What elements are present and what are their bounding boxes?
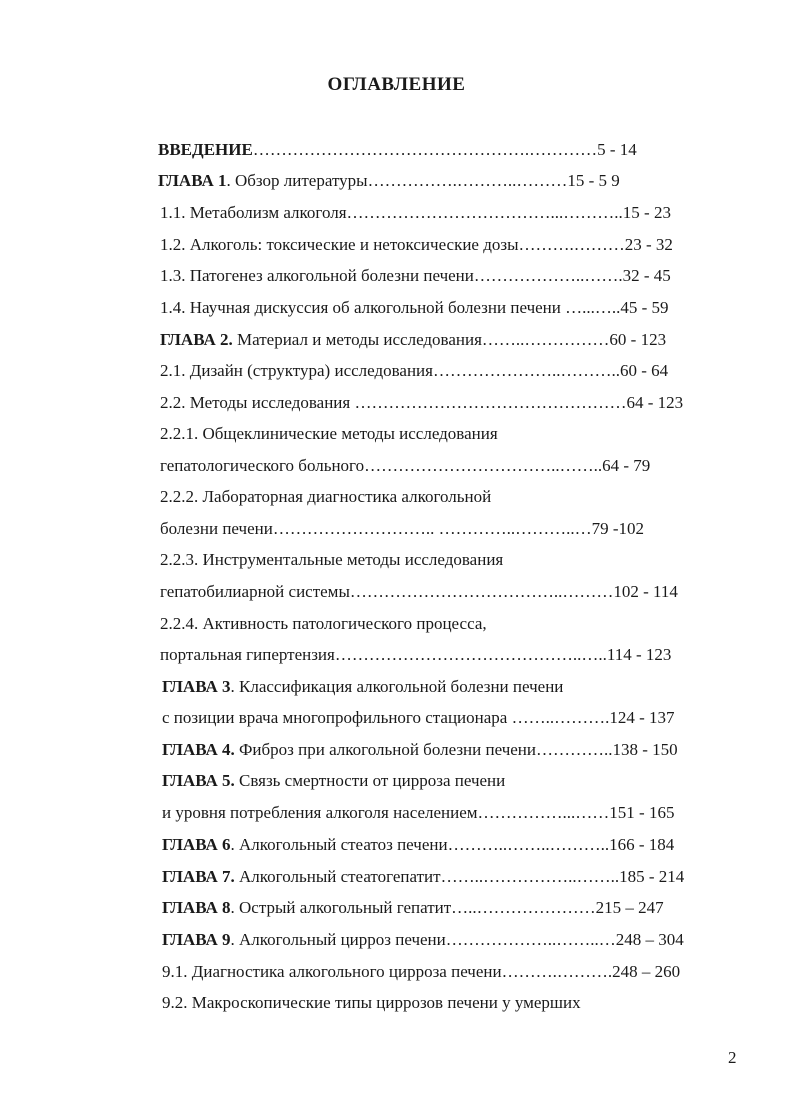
toc-entry: 9.1. Диагностика алкогольного цирроза печени……….……….248 – 260 [162,962,681,981]
toc-entry: 2.2. Методы исследования …………………………………………64 - 123 [160,393,684,412]
toc-entry: 2.2.2. Лабораторная диагностика алкогольной [160,487,492,506]
toc-entry: и уровня потребления алкоголя населением……………...……151 - 165 [162,803,675,822]
toc-entry: 2.2.1. Общеклинические методы исследования [160,424,498,443]
toc-entry: гепатологического больного……………………………..……..64 - 79 [160,456,651,475]
toc-entry: ГЛАВА 3. Классификация алкогольной болезни печени [162,677,564,696]
toc-entry: ГЛАВА 2. Материал и методы исследования……..……………60 - 123 [160,330,667,349]
toc-entry: 2.1. Дизайн (структура) исследования…………………..………..60 - 64 [160,361,669,380]
toc-entry: гепатобилиарной системы………………………………..………102 - 114 [160,582,678,601]
toc-entry: 1.2. Алкоголь: токсические и нетоксические дозы……….………23 - 32 [160,235,673,254]
toc-entry: 1.1. Метаболизм алкоголя………………………………...………..15 - 23 [160,203,671,222]
toc-entry: ГЛАВА 7. Алкогольный стеатогепатит……..……………..……..185 - 214 [162,867,685,886]
toc-entry: 2.2.4. Активность патологического процесса, [160,614,487,633]
toc-entry: 1.3. Патогенез алкогольной болезни печени………………..…….32 - 45 [160,266,671,285]
toc-entry: портальная гипертензия……………………………………..…..114 - 123 [160,645,672,664]
toc-entry: ГЛАВА 1. Обзор литературы…………….………..………15 - 5 9 [158,171,620,190]
toc-entry: ГЛАВА 4. Фиброз при алкогольной болезни печени…………..138 - 150 [162,740,678,759]
toc-entry: ГЛАВА 8. Острый алкогольный гепатит…..…………………215 – 247 [162,898,664,917]
toc-entry: 2.2.3. Инструментальные методы исследования [160,550,504,569]
toc-entry: ГЛАВА 5. Связь смертности от цирроза печени [162,771,506,790]
page-number: 2 [728,1048,737,1067]
toc-entry: с позиции врача многопрофильного стационара ……..……….124 - 137 [162,708,675,727]
toc-entry: 9.2. Макроскопические типы циррозов печени у умерших [162,993,581,1012]
page-title: ОГЛАВЛЕНИЕ [327,74,466,95]
toc-entry: ГЛАВА 6. Алкогольный стеатоз печени………..……..………..166 - 184 [162,835,675,854]
toc-entry: ВВЕДЕНИЕ………………………………………….…………5 - 14 [158,140,637,159]
toc-entry: 1.4. Научная дискуссия об алкогольной болезни печени …...…..45 - 59 [160,298,669,317]
toc-entry: болезни печени……………………….. …………..………..…79 -102 [160,519,644,538]
toc-entry: ГЛАВА 9. Алкогольный цирроз печени………………..……..…248 – 304 [162,930,684,949]
